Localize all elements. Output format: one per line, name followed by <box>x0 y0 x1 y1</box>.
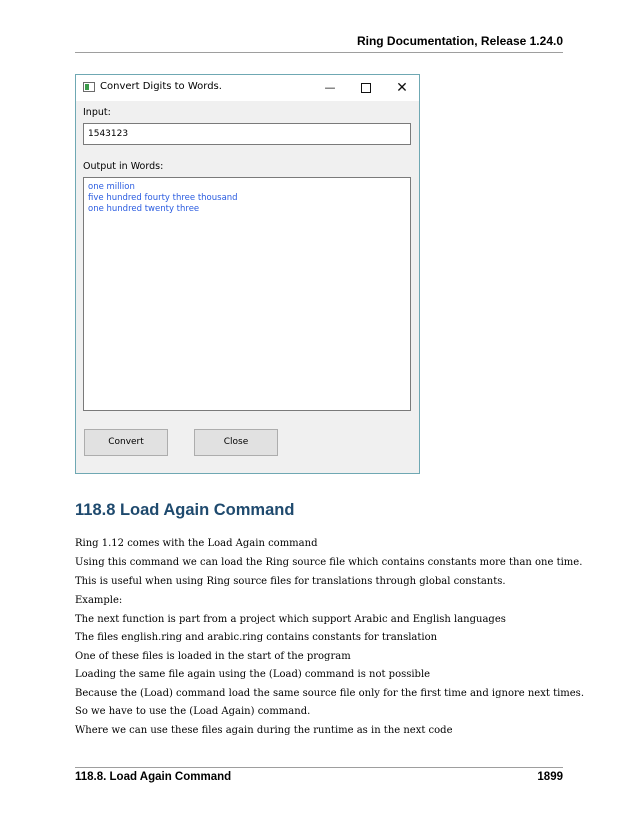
minimize-button[interactable]: — <box>324 81 336 94</box>
paragraph: Example: <box>75 595 123 606</box>
app-window-screenshot <box>75 74 420 474</box>
paragraph: The next function is part from a project which support Arabic and English languages <box>75 614 506 625</box>
output-line: five hundred fourty three thousand <box>88 193 238 203</box>
maximize-button[interactable] <box>355 79 377 97</box>
app-icon <box>83 82 95 92</box>
paragraph: Because the (Load) command load the same source file only for the first time and ignore next times. <box>75 688 584 699</box>
input-field[interactable]: 1543123 <box>83 123 411 145</box>
output-line: one hundred twenty three <box>88 204 200 214</box>
output-label: Output in Words: <box>83 161 164 172</box>
paragraph: This is useful when using Ring source files for translations through global constants. <box>75 576 506 587</box>
convert-button[interactable]: Convert <box>84 429 168 456</box>
output-line: one million <box>88 182 135 192</box>
paragraph: Using this command we can load the Ring source file which contains constants more than one time. <box>75 557 583 568</box>
paragraph: So we have to use the (Load Again) command. <box>75 706 311 717</box>
title-bar <box>76 75 419 101</box>
paragraph: Loading the same file again using the (Load) command is not possible <box>75 669 431 680</box>
paragraph: Where we can use these files again during the runtime as in the next code <box>75 725 453 736</box>
page-header: Ring Documentation, Release 1.24.0 <box>356 34 563 48</box>
footer-section-label: 118.8. Load Again Command <box>75 771 232 783</box>
paragraph: Ring 1.12 comes with the Load Again command <box>75 538 318 549</box>
input-label: Input: <box>83 107 111 118</box>
paragraph: One of these files is loaded in the start of the program <box>75 651 351 662</box>
section-heading: 118.8 Load Again Command <box>75 501 295 519</box>
header-rule <box>75 52 563 53</box>
close-window-button[interactable]: ✕ <box>396 80 408 96</box>
paragraph: The files english.ring and arabic.ring contains constants for translation <box>75 632 438 643</box>
page-number: 1899 <box>537 771 563 783</box>
output-textarea[interactable] <box>83 177 411 411</box>
maximize-icon <box>361 83 371 93</box>
footer-rule <box>75 767 563 768</box>
window-title: Convert Digits to Words. <box>100 81 222 92</box>
close-button[interactable]: Close <box>194 429 278 456</box>
